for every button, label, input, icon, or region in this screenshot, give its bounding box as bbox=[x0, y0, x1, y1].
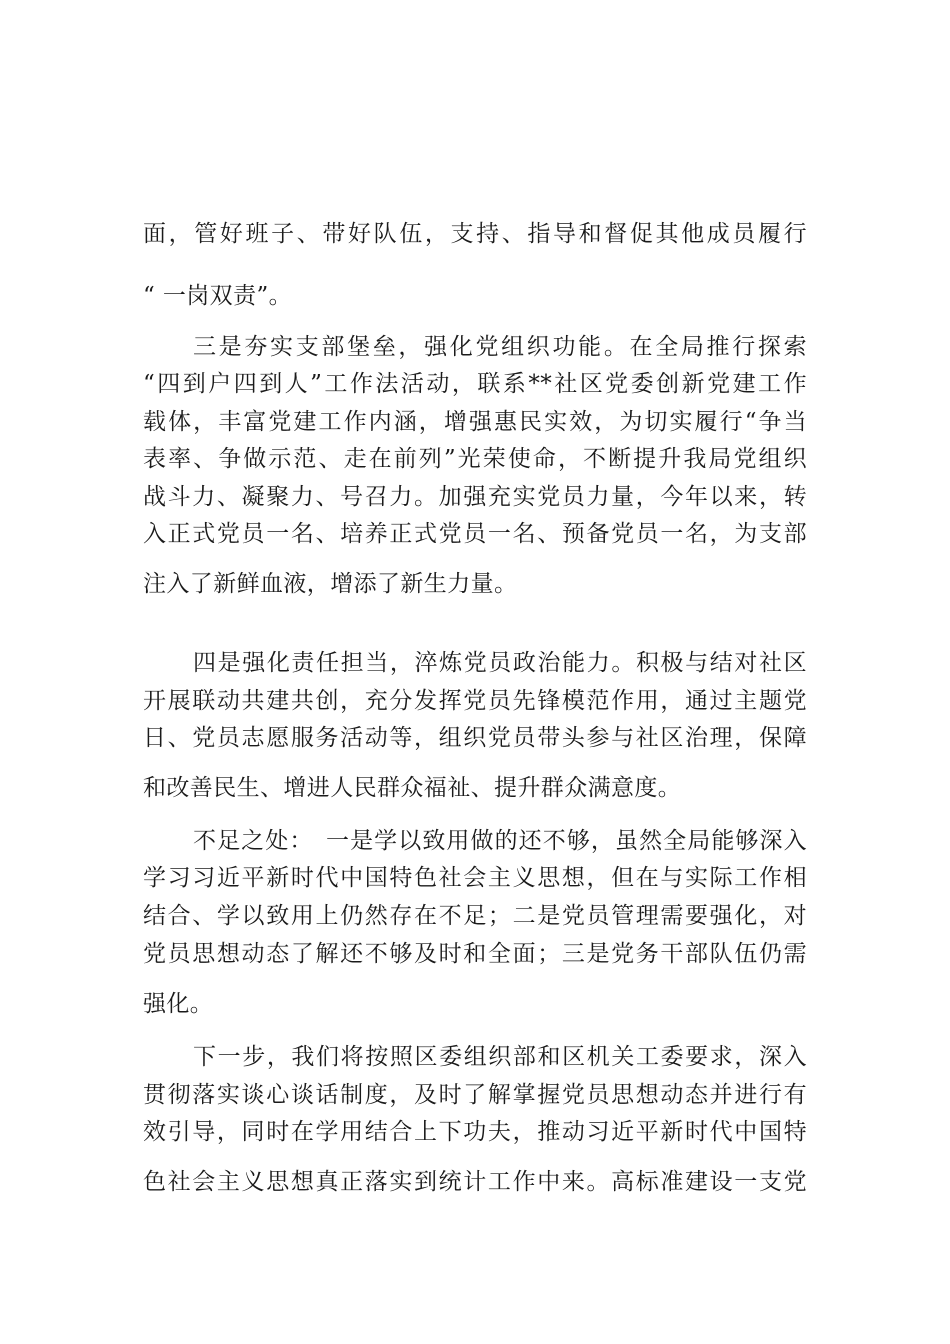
paragraph-four-line-2: 开展联动共建共创，充分发挥党员先锋模范作用，通过主题党 bbox=[143, 688, 807, 714]
paragraph-three-line-5: 战斗力、凝聚力、号召力。加强充实党员力量，今年以来，转 bbox=[143, 484, 807, 510]
shortcomings-line-2: 学习习近平新时代中国特色社会主义思想，但在与实际工作相 bbox=[143, 865, 807, 891]
next-steps-line-1: 下一步，我们将按照区委组织部和区机关工委要求，深入 bbox=[193, 1044, 807, 1070]
paragraph-three-line-4: 表率、争做示范、走在前列”光荣使命，不断提升我局党组织 bbox=[143, 446, 807, 472]
shortcomings-line-5: 强化。 bbox=[143, 991, 214, 1017]
paragraph-four-line-4: 和改善民生、增进人民群众福祉、提升群众满意度。 bbox=[143, 775, 682, 801]
paragraph-four-line-1: 四是强化责任担当，淬炼党员政治能力。积极与结对社区 bbox=[193, 650, 807, 676]
paragraph-three-line-2: “四到户四到人”工作法活动，联系**社区党委创新党建工作 bbox=[143, 371, 807, 397]
next-steps-line-3: 效引导，同时在学用结合上下功夫，推动习近平新时代中国特 bbox=[143, 1119, 807, 1145]
paragraph-three-line-3: 载体，丰富党建工作内涵，增强惠民实效，为切实履行“争当 bbox=[143, 409, 807, 435]
paragraph-four-line-3: 日、党员志愿服务活动等，组织党员带头参与社区治理，保障 bbox=[143, 725, 807, 751]
paragraph-three-line-7: 注入了新鲜血液，增添了新生力量。 bbox=[143, 571, 518, 597]
continuation-line-1: 面，管好班子、带好队伍，支持、指导和督促其他成员履行 bbox=[143, 221, 807, 247]
paragraph-three-line-6: 入正式党员一名、培养正式党员一名、预备党员一名，为支部 bbox=[143, 521, 807, 547]
shortcomings-line-3: 结合、学以致用上仍然存在不足；二是党员管理需要强化，对 bbox=[143, 903, 807, 929]
next-steps-line-4: 色社会主义思想真正落实到统计工作中来。高标准建设一支党 bbox=[143, 1169, 807, 1195]
shortcomings-line-1: 不足之处： 一是学以致用做的还不够，虽然全局能够深入 bbox=[193, 828, 807, 854]
continuation-line-2: “ 一岗双责”。 bbox=[143, 283, 293, 309]
shortcomings-line-4: 党员思想动态了解还不够及时和全面；三是党务干部队伍仍需 bbox=[143, 941, 807, 967]
next-steps-line-2: 贯彻落实谈心谈话制度，及时了解掌握党员思想动态并进行有 bbox=[143, 1082, 807, 1108]
paragraph-three-line-1: 三是夯实支部堡垒，强化党组织功能。在全局推行探索 bbox=[193, 334, 807, 360]
